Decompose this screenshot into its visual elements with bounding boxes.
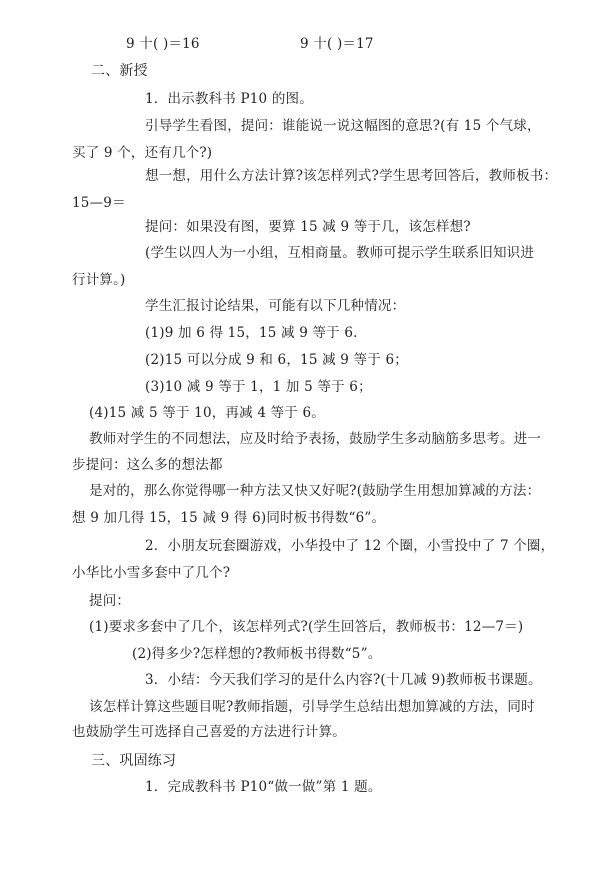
ask-1: (1)要求多套中了几个，该怎样列式?(学生回答后，教师板书：12—7＝) bbox=[89, 619, 524, 635]
item-2-line-1: 2．小朋友玩套圈游戏，小华投中了 12 个圈，小雪投中了 7 个圈， bbox=[145, 538, 555, 554]
ask-2: (2)得多少?怎样想的?教师板书得数“5”。 bbox=[132, 646, 382, 662]
group-line-1: (学生以四人为一小组，互相商量。教师可提示学生联系旧知识进 bbox=[145, 245, 535, 261]
practice-item-1: 1．完成教科书 P10“做一做”第 1 题。 bbox=[145, 779, 382, 795]
summary-line-1: 该怎样计算这些题目呢?教师指题，引导学生总结出想加算减的方法，同时 bbox=[89, 699, 535, 715]
right-line-1: 是对的，那么你觉得哪一种方法又快又好呢?(鼓励学生用想加算减的方法： bbox=[89, 483, 541, 499]
right-line-2: 想 9 加几得 15，15 减 9 得 6)同时板书得数“6”。 bbox=[72, 510, 386, 526]
section-3-heading: 三、巩固练习 bbox=[91, 753, 177, 769]
case-3: (3)10 减 9 等于 1，1 加 5 等于 6； bbox=[145, 379, 372, 395]
ask-label: 提问： bbox=[89, 593, 131, 609]
item-2-line-2: 小华比小雪多套中了几个? bbox=[72, 565, 231, 581]
case-1: (1)9 加 6 得 15，15 减 9 等于 6. bbox=[145, 325, 358, 341]
summary-line-2: 也鼓励学生可选择自己喜爱的方法进行计算。 bbox=[72, 724, 346, 740]
guide-line-2: 买了 9 个，还有几个?) bbox=[72, 145, 213, 161]
equation-left: 9 十( )＝16 bbox=[126, 36, 200, 52]
praise-line-1: 教师对学生的不同想法，应及时给予表扬，鼓励学生多动脑筋多思考。进一 bbox=[89, 431, 542, 447]
guide-line-1: 引导学生看图，提问：谁能说一说这幅图的意思?(有 15 个气球， bbox=[145, 118, 541, 134]
case-4: (4)15 减 5 等于 10，再减 4 等于 6。 bbox=[89, 405, 325, 421]
case-2: (2)15 可以分成 9 和 6，15 减 9 等于 6； bbox=[145, 352, 408, 368]
question-line: 提问：如果没有图，要算 15 减 9 等于几，该怎样想? bbox=[145, 219, 471, 235]
think-line-1: 想一想，用什么方法计算?该怎样列式?学生思考回答后，教师板书： bbox=[145, 168, 558, 184]
item-3: 3．小结：今天我们学习的是什么内容?(十几减 9)教师板书课题。 bbox=[145, 672, 542, 688]
report-line: 学生汇报讨论结果，可能有以下几种情况： bbox=[145, 298, 406, 314]
section-2-heading: 二、新授 bbox=[91, 63, 148, 79]
equation-right: 9 十( )＝17 bbox=[300, 36, 374, 52]
group-line-2: 行计算。) bbox=[72, 272, 126, 288]
think-line-2: 15—9＝ bbox=[72, 195, 126, 211]
item-1: 1．出示教科书 P10 的图。 bbox=[145, 91, 313, 107]
praise-line-2: 步提问：这么多的想法都 bbox=[72, 457, 223, 473]
